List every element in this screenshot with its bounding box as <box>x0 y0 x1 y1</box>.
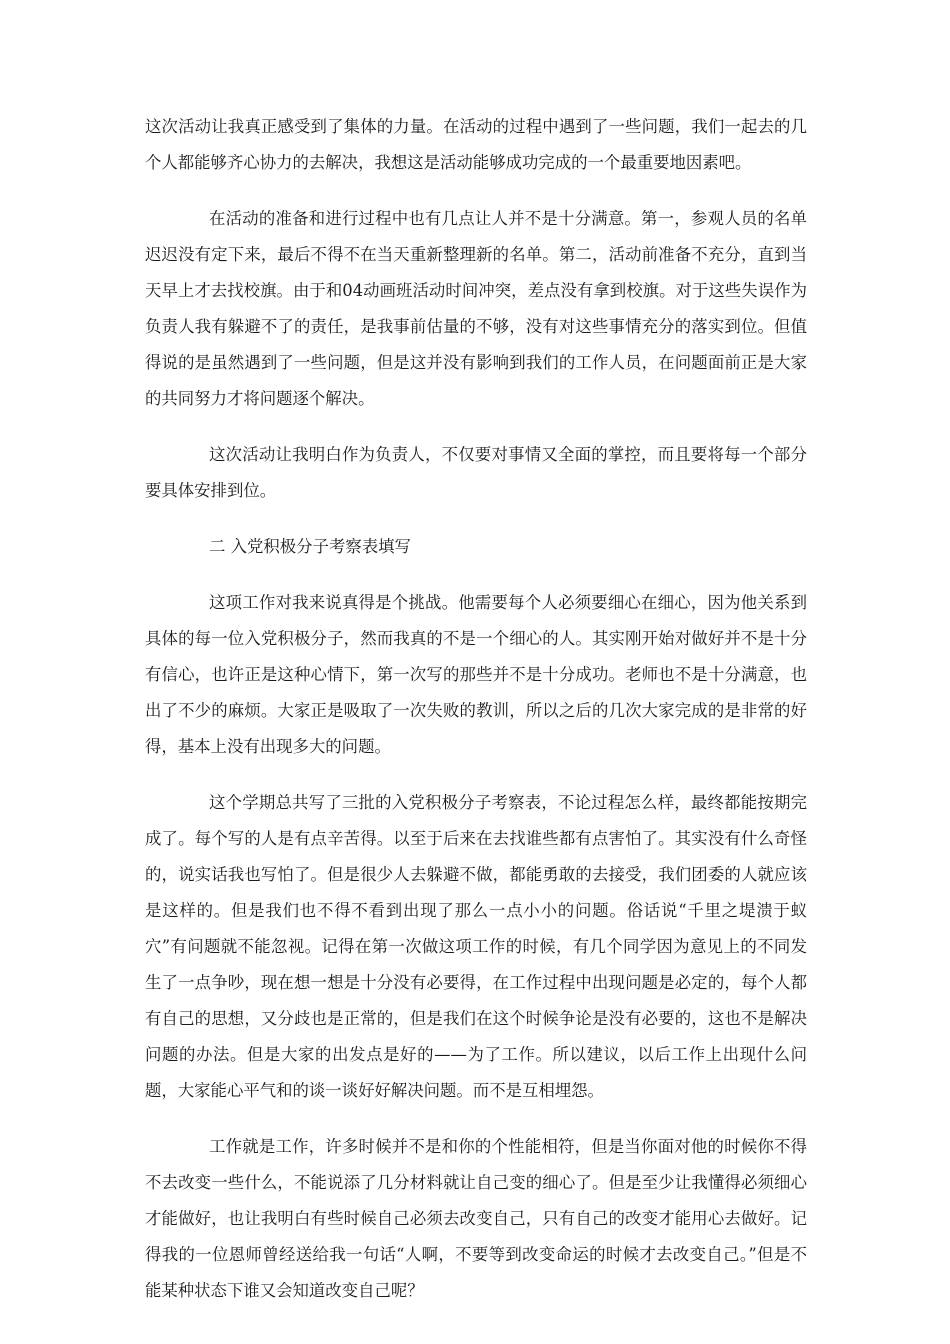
document-body <box>145 109 807 1329</box>
paragraph-5: 这个学期总共写了三批的入党积极分子考察表，不论过程怎么样，最终都能按期完成了。每个写的人是有点辛苦得。以至于后来在去找谁些都有点害怕了。其实没有什么奇怪的，说实话我也写怕了。但是很少人去躲避不做，都能勇敢的去接受，我们团委的人就应该是这样的。但是我们也不得不看到出现了那么一点小小的问题。俗话说“千里之堤溃于蚁穴”有问题就不能忽视。记得在第一次做这项工作的时候，有几个同学因为意见上的不同发生了一点争吵，现在想一想是十分没有必要得，在工作过程中出现问题是必定的，每个人都有自己的思想，又分歧也是正常的，但是我们在这个时候争论是没有必要的，这也不是解决问题的办法。但是大家的出发点是好的——为了工作。所以建议，以后工作上出现什么问题，大家能心平气和的谈一谈好好解决问题。而不是互相埋怨。 <box>145 793 807 1100</box>
paragraph-3: 这次活动让我明白作为负责人，不仅要对事情又全面的掌控，而且要将每一个部分要具体安排到位。 <box>145 445 807 500</box>
section-heading: 二 入党积极分子考察表填写 <box>209 537 411 556</box>
paragraph-4: 这项工作对我来说真得是个挑战。他需要每个人必须要细心在细心，因为他关系到具体的每一位入党积极分子，然而我真的不是一个细心的人。其实刚开始对做好并不是十分有信心，也许正是这种心情下，第一次写的那些并不是十分成功。老师也不是十分满意，也出了不少的麻烦。大家正是吸取了一次失败的教训，所以之后的几次大家完成的是非常的好得，基本上没有出现多大的问题。 <box>145 593 807 756</box>
paragraph-2: 在活动的准备和进行过程中也有几点让人并不是十分满意。第一，参观人员的名单迟迟没有定下来，最后不得不在当天重新整理新的名单。第二，活动前准备不充分，直到当天早上才去找校旗。由于和04动画班活动时间冲突，差点没有拿到校旗。对于这些失误作为负责人我有躲避不了的责任，是我事前估量的不够，没有对这些事情充分的落实到位。但值得说的是虽然遇到了一些问题，但是这并没有影响到我们的工作人员，在问题面前正是大家的共同努力才将问题逐个解决。 <box>145 209 807 408</box>
paragraph-1: 这次活动让我真正感受到了集体的力量。在活动的过程中遇到了一些问题，我们一起去的几个人都能够齐心协力的去解决，我想这是活动能够成功完成的一个最重要地因素吧。 <box>145 117 807 172</box>
paragraph-6: 工作就是工作，许多时候并不是和你的个性能相符，但是当你面对他的时候你不得不去改变一些什么，不能说添了几分材料就让自己变的细心了。但是至少让我懂得必须细心才能做好，也让我明白有些时候自己必须去改变自己，只有自己的改变才能用心去做好。记得我的一位恩师曾经送给我一句话“人啊，不要等到改变命运的时候才去改变自己。”但是不能某种状态下谁又会知道改变自己呢？ <box>145 1137 807 1300</box>
